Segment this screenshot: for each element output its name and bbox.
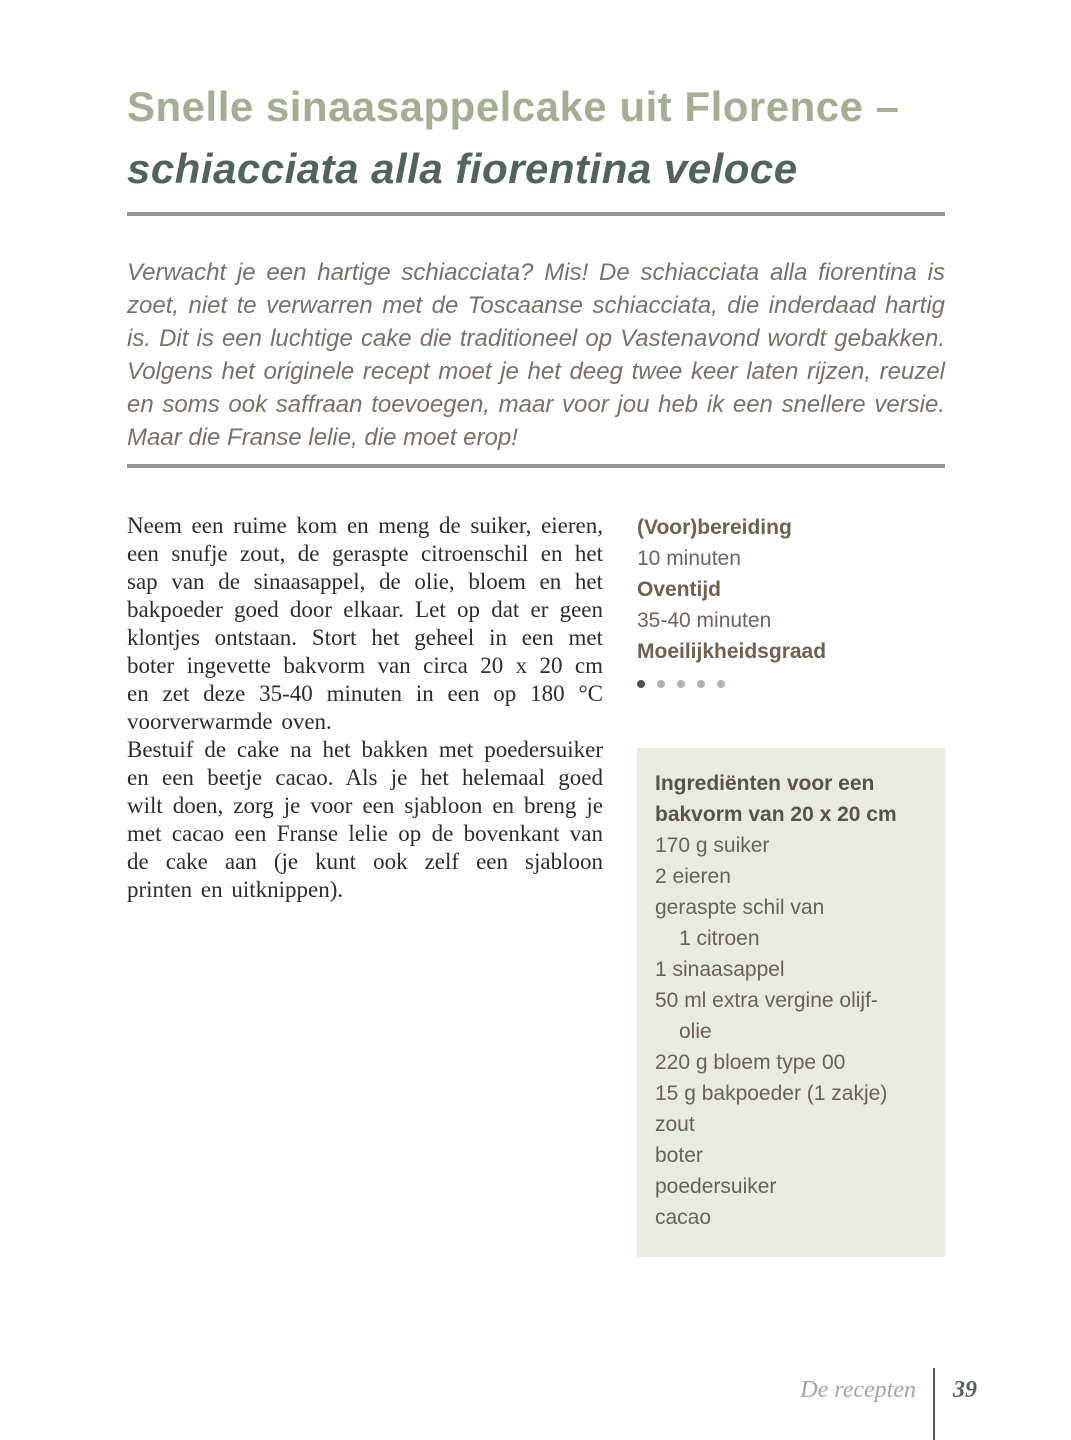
- ingredient-item: boter: [655, 1144, 703, 1167]
- recipe-title-italian: schiacciata alla fiorentina veloce: [127, 145, 798, 192]
- ingredient-item: zout: [655, 1113, 695, 1136]
- divider-top: [127, 212, 945, 216]
- difficulty-dot-icon: [697, 680, 705, 688]
- difficulty-dot-icon: [677, 680, 685, 688]
- ingredient-item: 15 g bakpoeder (1 zakje): [655, 1082, 888, 1105]
- ingredient-item: poedersuiker: [655, 1175, 777, 1198]
- ingredients-heading-line: Ingrediënten voor een: [655, 772, 875, 795]
- ingredient-item: 220 g bloem type 00: [655, 1051, 846, 1074]
- ingredient-item: cacao: [655, 1206, 712, 1229]
- difficulty-rating: [637, 679, 945, 688]
- content-columns: [127, 512, 945, 1257]
- instruction-paragraph: Bestuif de cake na het bakken met poedersuiker en een beetje cacao. Als je het helemaal goed wilt doen, zorg je voor een sjabloon en breng je met cacao een Franse lelie op de bovenkant van de cake aan (je kunt ook zelf een sjabloon printen en uitknippen).: [127, 737, 603, 902]
- page-title: [127, 76, 945, 200]
- ingredient-item: 170 g suiker: [655, 834, 770, 857]
- meta-label: Oventijd: [637, 578, 722, 601]
- ingredients-list: [655, 830, 929, 1233]
- meta-label: (Voor)bereiding: [637, 516, 792, 539]
- ingredient-item: 50 ml extra vergine olijf-: [655, 989, 878, 1012]
- page-number: 39: [953, 1377, 977, 1403]
- ingredients-box: [637, 748, 945, 1257]
- ingredients-heading: [655, 768, 929, 830]
- side-column: [637, 512, 945, 1257]
- page-footer: [800, 1368, 977, 1440]
- recipe-title-dutch: Snelle sinaasappelcake uit Florence –: [127, 83, 900, 130]
- instruction-paragraph: Neem een ruime kom en meng de suiker, eieren, een snufje zout, de geraspte citroenschil en het sap van de sinaasappel, de olie, bloem en het bakpoeder goed door elkaar. Let op dat er geen klontjes ontstaan. Stort het geheel in een met boter ingevette bakvorm van circa 20 x 20 cm en zet deze 35-40 minuten in een op 180 °C voorverwarmde oven.: [127, 513, 603, 734]
- recipe-meta: [637, 512, 945, 667]
- ingredient-item: 2 eieren: [655, 865, 731, 888]
- ingredient-item: 1 sinaasappel: [655, 958, 785, 981]
- ingredient-item: olie: [679, 1020, 712, 1043]
- meta-value: 10 minuten: [637, 547, 741, 570]
- meta-row: [637, 512, 945, 574]
- footer-section-name: De recepten: [800, 1377, 916, 1403]
- ingredient-item: 1 citroen: [679, 927, 760, 950]
- divider-bottom: [127, 464, 945, 468]
- difficulty-dot-icon: [637, 680, 645, 688]
- intro-paragraph: Verwacht je een hartige schiacciata? Mis! De schiacciata alla fiorentina is zoet, niet te verwarren met de Toscaanse schiacciata, die inderdaad hartig is. Dit is een luchtige cake die traditioneel op Vastenavond wordt gebakken. Volgens het originele recept moet je het deeg twee keer laten rijzen, reuzel en soms ook saffraan toevoegen, maar voor jou heb ik een snellere versie. Maar die Franse lelie, die moet erop!: [127, 259, 945, 451]
- meta-row: [637, 574, 945, 636]
- difficulty-dot-icon: [657, 680, 665, 688]
- instructions-column: [127, 512, 603, 1257]
- footer-divider: [933, 1368, 935, 1440]
- meta-label: Moeilijkheidsgraad: [637, 640, 827, 663]
- ingredient-item: geraspte schil van: [655, 896, 825, 919]
- meta-value: 35-40 minuten: [637, 609, 772, 632]
- meta-row: [637, 636, 945, 667]
- ingredients-heading-line: bakvorm van 20 x 20 cm: [655, 803, 897, 826]
- recipe-header: [127, 76, 945, 200]
- difficulty-dot-icon: [717, 680, 725, 688]
